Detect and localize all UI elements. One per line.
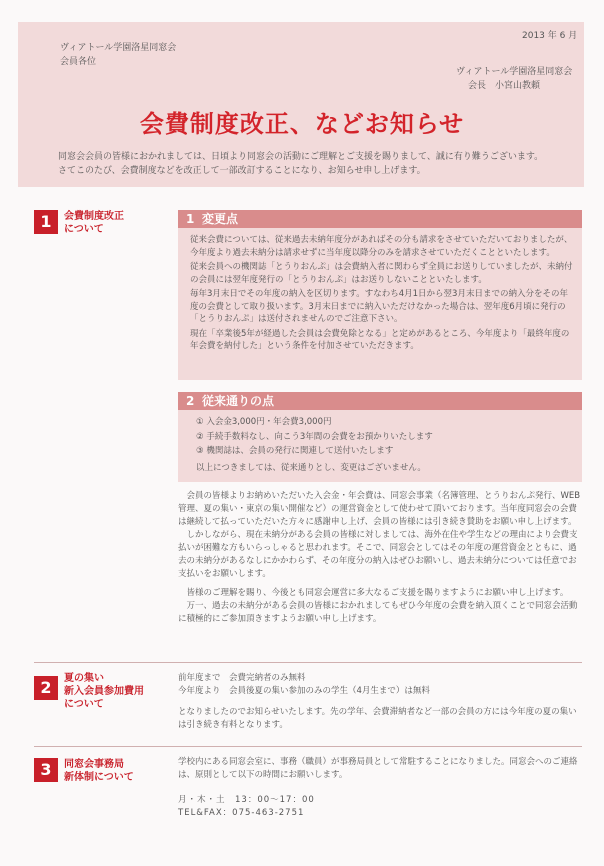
recipient: 会員各位 bbox=[60, 57, 97, 67]
change-item-4: 現在「卒業後5年が経過した会員は会費免除となる」と定めがあるところ、今年度より「最終年度の年会費を納付した」という条件を付加させていただきます。 bbox=[190, 328, 570, 351]
section-3-title bbox=[64, 758, 134, 784]
office-tel: TEL&FAX：075-463-2751 bbox=[178, 808, 305, 818]
section-1-body bbox=[178, 490, 582, 626]
s2-note: となりましたのでお知らせいたします。先の学年、会費滞納者など一部の会員の方には今年度の夏の集いは引き続き有料となります。 bbox=[178, 707, 577, 730]
s2-line-1: 前年度まで 会費完納者のみ無料 bbox=[178, 673, 306, 683]
section-2-title-line1: 夏の集い bbox=[64, 673, 104, 684]
issue-date: 2013 年 6 月 bbox=[522, 31, 578, 41]
section-1-title-line1: 会費制度改正 bbox=[64, 211, 124, 222]
unchanged-number: 2 bbox=[186, 394, 195, 408]
changes-heading bbox=[178, 210, 582, 228]
unchanged-item-3: ③ 機関誌は、会員の発行に関連して送付いたします bbox=[196, 446, 394, 456]
section-1-number: 1 bbox=[34, 210, 58, 234]
section-2-body bbox=[178, 672, 582, 732]
intro-line-2: さてこのたび、会費制度などを改正して一部改訂することになり、お知らせ申し上げます。 bbox=[58, 166, 426, 176]
unchanged-box bbox=[178, 392, 582, 482]
section-3-body bbox=[178, 756, 582, 820]
unchanged-heading-text: 従来通りの点 bbox=[202, 394, 275, 408]
s1-para-2: しかしながら、現在未納分がある会員の皆様に対しましては、海外在住や学生などの理由により会費支払いが困難な方もいらっしゃると思われます。そこで、同窓会としてはその年度の運営資金とともに、過去の未納分があるなしにかかわらず、その年度分の納入はぜひお願いし、過去未納分については任意でお支払いをお願いします。 bbox=[178, 530, 578, 579]
unchanged-heading bbox=[178, 392, 582, 410]
divider-2 bbox=[34, 746, 582, 747]
section-3-title-line1: 同窓会事務局 bbox=[64, 759, 124, 770]
change-item-2: 従来会員への機関誌「とうりおんぷ」は会費納入者に関わらず全員にお送りしていましたが、未納付の会員には翌年度発行の「とうりおんぷ」はお送りしないことといたします。 bbox=[190, 262, 573, 285]
section-2-title-line2: 新入会員参加費用 bbox=[64, 686, 144, 697]
s2-line-2: 今年度より 会員後夏の集い参加のみの学生（4月生まで）は無料 bbox=[178, 686, 430, 696]
change-item-1: 従来会費については、従来過去未納年度分があればその分も請求をさせていただいておりましたが、今年度より過去未納分は請求せずに当年度以降分のみを請求させていただくことといたします。 bbox=[190, 235, 573, 258]
s1-para-1: 会員の皆様よりお納めいただいた入会金・年会費は、同窓会事業（名簿管理、とうりおんぷ発行、WEB管理、夏の集い・東京の集い開催など）の運営資金として使わせて頂いております。当年度同窓会の会費は継続して払っていただいた方々に感謝申し上げ、会員の皆様には引き続き賛助をお願い申し上げます。 bbox=[178, 491, 581, 527]
intro-text bbox=[58, 150, 558, 178]
s3-para: 学校内にある同窓会室に、事務（職員）が事務局員として常駐することになりました。同窓会へのご連絡は、原則として以下の時間にお願いします。 bbox=[178, 757, 578, 780]
section-3-number: 3 bbox=[34, 758, 58, 782]
s1-para-3: 皆様のご理解を賜り、今後とも同窓会運営に多大なるご支援を賜りますようにお願い申し上げます。 bbox=[186, 588, 569, 598]
section-1-title-line2: について bbox=[64, 224, 104, 235]
signer-org: ヴィアトール学園洛星同窓会 bbox=[456, 67, 573, 77]
unchanged-item-2: ② 手続手数料なし、向こう3年間の会費をお預かりいたします bbox=[196, 431, 433, 442]
changes-heading-text: 変更点 bbox=[202, 212, 239, 226]
page-title: 会費制度改正、などお知らせ bbox=[139, 110, 465, 138]
s1-para-4: 万一、過去の未納分がある会員の皆様におかれましてもぜひ今年度の会費を納入頂くことで同窓会活動に積極的にご参加頂きますようお願い申し上げます。 bbox=[178, 601, 578, 624]
unchanged-note: 以上につきましては、従来通りとし、変更はございません。 bbox=[196, 462, 426, 473]
divider-1 bbox=[34, 662, 582, 663]
intro-line-1: 同窓会会員の皆様におかれましては、日頃より同窓会の活動にご理解とご支援を賜りまして、誠に有り難うございます。 bbox=[58, 152, 544, 162]
section-2-title-line3: について bbox=[64, 699, 104, 710]
section-3-title-line2: 新体制について bbox=[64, 772, 134, 783]
section-1-title bbox=[64, 210, 124, 236]
office-hours: 月・木・土 13：00～17：00 bbox=[178, 795, 315, 805]
change-item-3: 毎年3月末日でその年度の納入を区切ります。すなわち4月1日から翌3月末日までの納入分をその年度の会費として取り扱います。3月末日までに納入いただけなかった場合は、翌年度6月頃に発行の「とうりおんぷ」は送付されませんのでご注意下さい。 bbox=[190, 289, 568, 324]
signer-name: 会長 小宮山教頼 bbox=[468, 81, 541, 91]
section-2-number: 2 bbox=[34, 676, 58, 700]
changes-number: 1 bbox=[186, 212, 195, 226]
section-2-title bbox=[64, 672, 144, 711]
changes-box bbox=[178, 210, 582, 380]
unchanged-item-1: ① 入会金3,000円・年会費3,000円 bbox=[196, 417, 332, 427]
sender-org: ヴィアトール学園洛星同窓会 bbox=[60, 43, 177, 53]
